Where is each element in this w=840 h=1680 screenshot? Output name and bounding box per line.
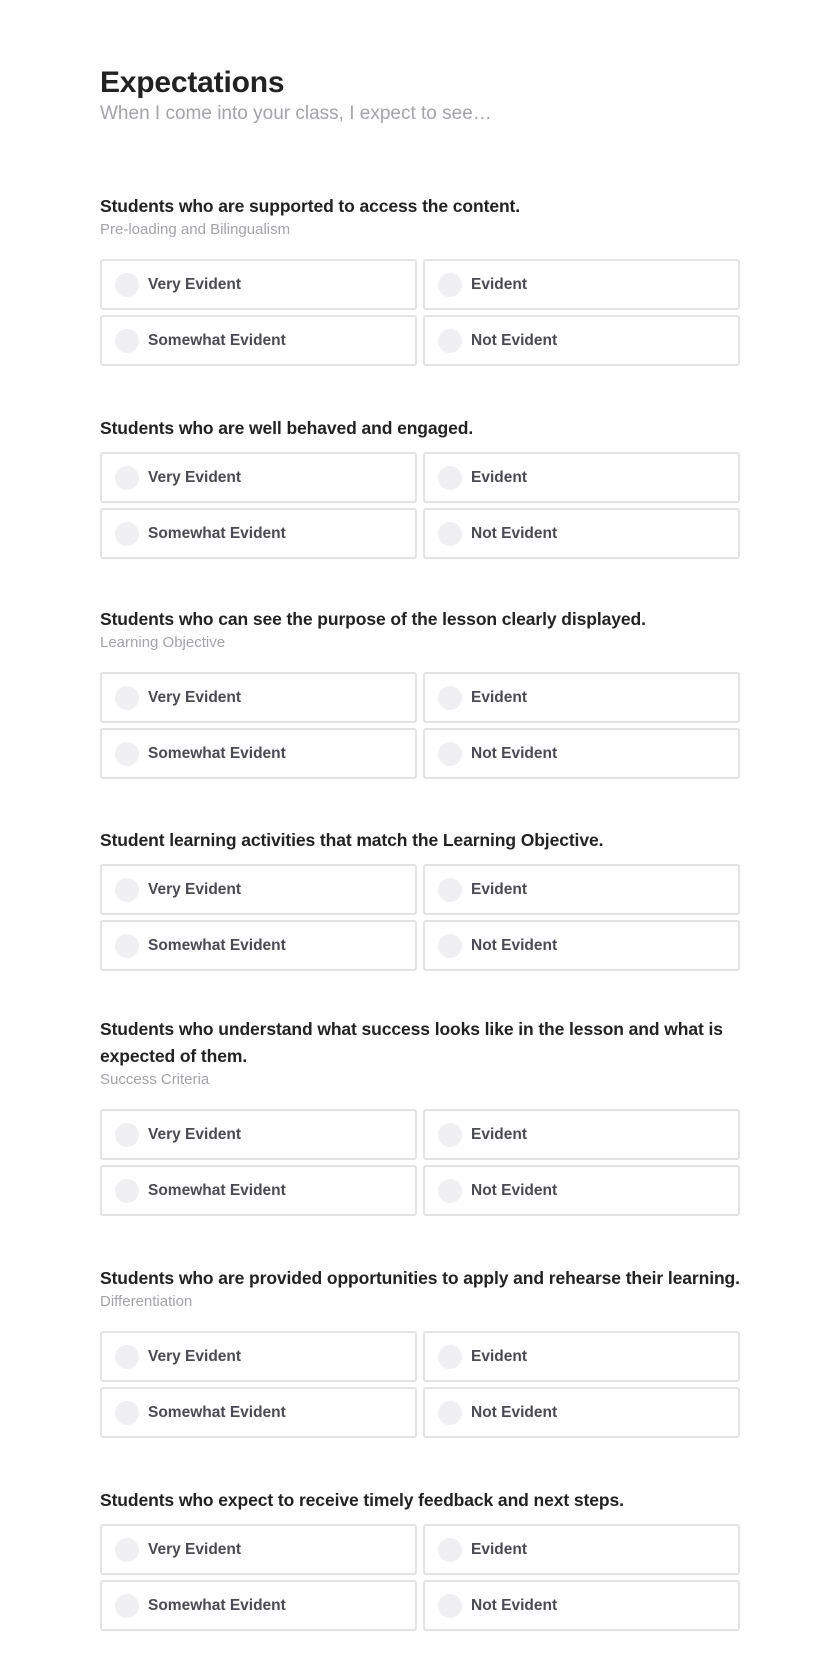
question-title: Student learning activities that match the Learning Objective. [100,830,604,850]
rating-options [100,672,740,779]
page-subtitle: When I come into your class, I expect to see… [100,103,492,124]
option-label: Not Evident [471,331,558,349]
option-not-evident[interactable] [423,315,740,366]
radio-circle-icon[interactable] [438,1123,462,1147]
question-title: Students who are well behaved and engaged. [100,418,474,438]
option-label: Somewhat Evident [148,936,286,954]
option-somewhat-evident[interactable] [100,315,417,366]
radio-circle-icon[interactable] [115,522,139,546]
radio-circle-icon[interactable] [438,1345,462,1369]
radio-circle-icon[interactable] [115,878,139,902]
option-very-evident[interactable] [100,1331,417,1382]
option-very-evident[interactable] [100,452,417,503]
option-label: Not Evident [471,1596,558,1614]
radio-circle-icon[interactable] [438,1594,462,1618]
option-label: Very Evident [148,1540,242,1558]
option-label: Very Evident [148,880,242,898]
option-somewhat-evident[interactable] [100,1387,417,1438]
option-label: Evident [471,880,527,898]
question-6 [100,1265,740,1438]
option-somewhat-evident[interactable] [100,728,417,779]
radio-circle-icon[interactable] [115,329,139,353]
rating-options [100,1524,740,1631]
question-subtitle: Learning Objective [100,634,226,651]
radio-circle-icon[interactable] [115,1179,139,1203]
option-not-evident[interactable] [423,508,740,559]
question-subtitle: Differentiation [100,1293,193,1310]
radio-circle-icon[interactable] [438,878,462,902]
rating-options [100,1331,740,1438]
radio-circle-icon[interactable] [115,273,139,297]
question-5 [100,1016,740,1216]
radio-circle-icon[interactable] [438,1179,462,1203]
radio-circle-icon[interactable] [438,1401,462,1425]
option-not-evident[interactable] [423,1165,740,1216]
radio-circle-icon[interactable] [115,1401,139,1425]
option-label: Very Evident [148,688,242,706]
radio-circle-icon[interactable] [438,273,462,297]
question-7 [100,1487,740,1631]
option-label: Very Evident [148,468,242,486]
option-evident[interactable] [423,1109,740,1160]
option-evident[interactable] [423,1524,740,1575]
option-somewhat-evident[interactable] [100,1165,417,1216]
rating-options [100,864,740,971]
option-evident[interactable] [423,672,740,723]
option-label: Not Evident [471,1403,558,1421]
option-very-evident[interactable] [100,1109,417,1160]
radio-circle-icon[interactable] [438,934,462,958]
radio-circle-icon[interactable] [438,1538,462,1562]
option-very-evident[interactable] [100,1524,417,1575]
question-1 [100,193,740,366]
option-label: Evident [471,1125,527,1143]
rating-options [100,1109,740,1216]
option-label: Somewhat Evident [148,331,286,349]
question-title: Students who expect to receive timely feedback and next steps. [100,1490,624,1510]
question-4 [100,827,740,971]
question-subtitle: Pre-loading and Bilingualism [100,221,291,238]
option-very-evident[interactable] [100,672,417,723]
option-very-evident[interactable] [100,259,417,310]
option-label: Not Evident [471,936,558,954]
radio-circle-icon[interactable] [115,1594,139,1618]
option-label: Not Evident [471,1181,558,1199]
option-label: Not Evident [471,524,558,542]
option-label: Very Evident [148,1347,242,1365]
option-label: Somewhat Evident [148,524,286,542]
option-label: Somewhat Evident [148,744,286,762]
page-title: Expectations [100,66,285,99]
option-evident[interactable] [423,864,740,915]
radio-circle-icon[interactable] [115,466,139,490]
option-label: Very Evident [148,1125,242,1143]
option-somewhat-evident[interactable] [100,920,417,971]
question-title: Students who are supported to access the content. [100,196,521,216]
option-somewhat-evident[interactable] [100,508,417,559]
option-label: Evident [471,688,527,706]
option-evident[interactable] [423,1331,740,1382]
option-not-evident[interactable] [423,920,740,971]
radio-circle-icon[interactable] [438,742,462,766]
option-not-evident[interactable] [423,1387,740,1438]
option-label: Evident [471,275,527,293]
radio-circle-icon[interactable] [115,1345,139,1369]
radio-circle-icon[interactable] [438,686,462,710]
question-title: Students who can see the purpose of the lesson clearly displayed. [100,609,646,629]
option-evident[interactable] [423,259,740,310]
question-subtitle: Success Criteria [100,1071,210,1088]
option-label: Somewhat Evident [148,1181,286,1199]
radio-circle-icon[interactable] [438,466,462,490]
option-label: Not Evident [471,744,558,762]
option-label: Evident [471,468,527,486]
radio-circle-icon[interactable] [115,934,139,958]
radio-circle-icon[interactable] [438,522,462,546]
option-label: Somewhat Evident [148,1596,286,1614]
rating-options [100,259,740,366]
radio-circle-icon[interactable] [115,742,139,766]
option-label: Very Evident [148,275,242,293]
question-title: Students who are provided opportunities to apply and rehearse their learning. [100,1268,740,1288]
option-label: Somewhat Evident [148,1403,286,1421]
radio-circle-icon[interactable] [115,1123,139,1147]
option-evident[interactable] [423,452,740,503]
option-very-evident[interactable] [100,864,417,915]
question-2 [100,415,740,559]
option-label: Evident [471,1540,527,1558]
radio-circle-icon[interactable] [438,329,462,353]
radio-circle-icon[interactable] [115,1538,139,1562]
option-not-evident[interactable] [423,728,740,779]
question-3 [100,606,740,779]
question-title: Students who understand what success looks like in the lesson and what is expected of them. [100,1019,723,1066]
option-label: Evident [471,1347,527,1365]
rating-options [100,452,740,559]
radio-circle-icon[interactable] [115,686,139,710]
option-not-evident[interactable] [423,1580,740,1631]
option-somewhat-evident[interactable] [100,1580,417,1631]
